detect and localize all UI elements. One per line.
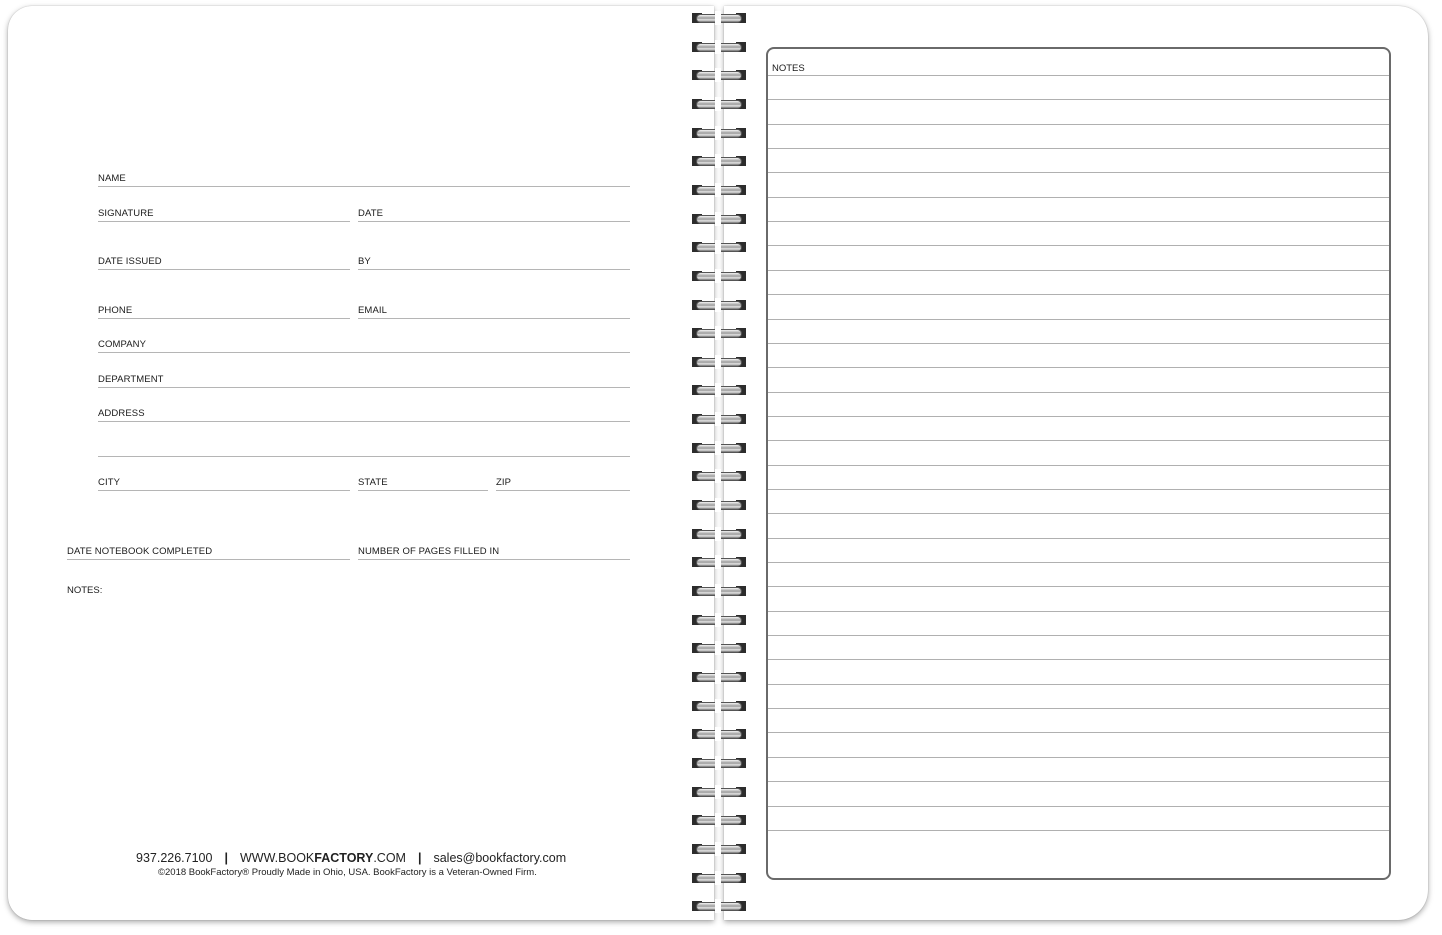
copyright-text: ©2018 BookFactory® Proudly Made in Ohio, USA. BookFactory is a Veteran-Owned Firm. bbox=[158, 867, 537, 878]
spiral-ring bbox=[690, 154, 748, 168]
spiral-ring bbox=[690, 899, 748, 913]
ruled-line bbox=[768, 830, 1389, 831]
ruled-line bbox=[768, 611, 1389, 612]
zip-label: ZIP bbox=[496, 477, 512, 488]
email-label: EMAIL bbox=[358, 305, 388, 316]
spiral-binding bbox=[690, 8, 752, 918]
ruled-line bbox=[768, 367, 1389, 368]
phone-field[interactable] bbox=[98, 304, 350, 319]
ruled-line bbox=[768, 124, 1389, 125]
website-prefix: WWW.BOOK bbox=[239, 851, 315, 865]
date-issued-label: DATE ISSUED bbox=[98, 256, 162, 267]
spiral-ring bbox=[690, 97, 748, 111]
spiral-ring bbox=[690, 699, 748, 713]
spiral-ring bbox=[690, 555, 748, 569]
company-field[interactable] bbox=[98, 338, 630, 353]
address-field[interactable] bbox=[98, 407, 630, 422]
spiral-ring bbox=[690, 613, 748, 627]
ruled-line bbox=[768, 684, 1389, 685]
email-field[interactable] bbox=[358, 304, 630, 319]
ruled-line bbox=[768, 513, 1389, 514]
spiral-ring bbox=[690, 785, 748, 799]
spiral-ring bbox=[690, 126, 748, 140]
date-field[interactable] bbox=[358, 207, 630, 222]
spiral-ring bbox=[690, 756, 748, 770]
ruled-line bbox=[768, 343, 1389, 344]
left-notes-label: NOTES: bbox=[67, 585, 103, 596]
spiral-ring bbox=[690, 584, 748, 598]
state-field[interactable] bbox=[358, 476, 488, 491]
spiral-ring bbox=[690, 842, 748, 856]
department-field[interactable] bbox=[98, 373, 630, 388]
name-label: NAME bbox=[98, 173, 126, 184]
spiral-ring bbox=[690, 813, 748, 827]
state-label: STATE bbox=[358, 477, 388, 488]
zip-field[interactable] bbox=[496, 476, 630, 491]
spiral-ring bbox=[690, 469, 748, 483]
spiral-ring bbox=[690, 269, 748, 283]
spiral-ring bbox=[690, 871, 748, 885]
by-field[interactable] bbox=[358, 255, 630, 270]
ruled-line bbox=[768, 732, 1389, 733]
ruled-line bbox=[768, 197, 1389, 198]
address-line-2[interactable] bbox=[98, 442, 630, 457]
spiral-ring bbox=[690, 11, 748, 25]
ruled-line bbox=[768, 440, 1389, 441]
spiral-ring bbox=[690, 641, 748, 655]
spiral-ring bbox=[690, 326, 748, 340]
ruled-line bbox=[768, 635, 1389, 636]
signature-label: SIGNATURE bbox=[98, 208, 154, 219]
address-label: ADDRESS bbox=[98, 408, 145, 419]
ruled-line bbox=[768, 781, 1389, 782]
spiral-ring bbox=[690, 527, 748, 541]
date-label: DATE bbox=[358, 208, 384, 219]
footer-email[interactable]: sales@bookfactory.com bbox=[433, 851, 567, 865]
ruled-line bbox=[768, 659, 1389, 660]
ruled-line bbox=[768, 708, 1389, 709]
footer-website[interactable] bbox=[240, 851, 406, 865]
ruled-line bbox=[768, 148, 1389, 149]
spiral-ring bbox=[690, 498, 748, 512]
city-field[interactable] bbox=[98, 476, 350, 491]
department-label: DEPARTMENT bbox=[98, 374, 164, 385]
date-completed-field[interactable] bbox=[67, 545, 350, 560]
ruled-line bbox=[768, 538, 1389, 539]
ruled-line bbox=[768, 465, 1389, 466]
pages-filled-label: NUMBER OF PAGES FILLED IN bbox=[358, 546, 500, 557]
spiral-ring bbox=[690, 441, 748, 455]
footer-separator-2: | bbox=[417, 851, 422, 865]
spiral-ring bbox=[690, 670, 748, 684]
left-page bbox=[8, 6, 714, 920]
ruled-line bbox=[768, 294, 1389, 295]
ruled-line bbox=[768, 416, 1389, 417]
website-suffix: .COM bbox=[373, 851, 406, 865]
website-bold: FACTORY bbox=[314, 851, 374, 865]
date-issued-field[interactable] bbox=[98, 255, 350, 270]
date-completed-label: DATE NOTEBOOK COMPLETED bbox=[67, 546, 213, 557]
phone-label: PHONE bbox=[98, 305, 133, 316]
ruled-line bbox=[768, 757, 1389, 758]
spiral-ring bbox=[690, 355, 748, 369]
spiral-ring bbox=[690, 183, 748, 197]
ruled-line bbox=[768, 172, 1389, 173]
company-label: COMPANY bbox=[98, 339, 147, 350]
notes-box[interactable] bbox=[766, 47, 1391, 880]
ruled-line bbox=[768, 319, 1389, 320]
spiral-ring bbox=[690, 298, 748, 312]
city-label: CITY bbox=[98, 477, 121, 488]
spiral-ring bbox=[690, 412, 748, 426]
spiral-ring bbox=[690, 68, 748, 82]
ruled-line bbox=[768, 489, 1389, 490]
signature-field[interactable] bbox=[98, 207, 350, 222]
spiral-ring bbox=[690, 727, 748, 741]
ruled-line bbox=[768, 806, 1389, 807]
ruled-line bbox=[768, 245, 1389, 246]
ruled-line bbox=[768, 75, 1389, 76]
footer-phone: 937.226.7100 bbox=[136, 851, 213, 865]
pages-filled-field[interactable] bbox=[358, 545, 630, 560]
name-field[interactable] bbox=[98, 172, 630, 187]
spiral-ring bbox=[690, 40, 748, 54]
ruled-line bbox=[768, 562, 1389, 563]
notes-title: NOTES bbox=[772, 63, 805, 74]
contact-footer bbox=[136, 851, 566, 865]
ruled-line bbox=[768, 392, 1389, 393]
ruled-line bbox=[768, 270, 1389, 271]
footer-separator: | bbox=[224, 851, 228, 865]
by-label: BY bbox=[358, 256, 371, 267]
spiral-ring bbox=[690, 383, 748, 397]
ruled-line bbox=[768, 221, 1389, 222]
spiral-ring bbox=[690, 212, 748, 226]
spiral-ring bbox=[690, 240, 748, 254]
ruled-line bbox=[768, 586, 1389, 587]
ruled-line bbox=[768, 99, 1389, 100]
